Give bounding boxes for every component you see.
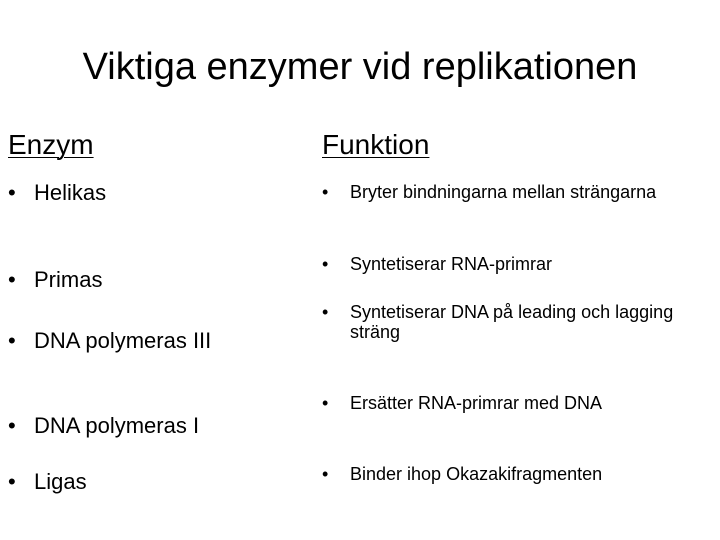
bullet-marker: • xyxy=(322,302,329,322)
bullet-marker: • xyxy=(322,393,329,413)
function-list-item xyxy=(322,464,718,484)
function-description: Syntetiserar DNA på leading och lagging sträng xyxy=(350,302,674,342)
function-description: Bryter bindningarna mellan strängarna xyxy=(350,182,657,202)
enzyme-list-item xyxy=(8,328,211,354)
function-description: Ersätter RNA-primrar med DNA xyxy=(350,393,603,413)
function-column-header: Funktion xyxy=(322,129,430,160)
bullet-marker: • xyxy=(8,180,16,205)
enzyme-name: Helikas xyxy=(34,180,107,205)
enzyme-name: DNA polymeras III xyxy=(34,328,212,353)
function-list-item xyxy=(322,254,718,274)
function-list-item xyxy=(322,393,718,413)
enzyme-name: DNA polymeras I xyxy=(34,413,200,438)
enzyme-list-item xyxy=(8,413,199,439)
bullet-marker: • xyxy=(8,328,16,353)
function-description: Syntetiserar RNA-primrar xyxy=(350,254,553,274)
bullet-marker: • xyxy=(8,267,16,292)
function-list-item xyxy=(322,302,718,342)
function-list-item xyxy=(322,182,718,202)
bullet-marker: • xyxy=(322,182,329,202)
enzyme-list-item xyxy=(8,267,102,293)
enzyme-list-item xyxy=(8,180,106,206)
slide-title: Viktiga enzymer vid replikationen xyxy=(82,46,638,88)
bullet-marker: • xyxy=(322,254,329,274)
bullet-marker: • xyxy=(8,413,16,438)
enzyme-column-header: Enzym xyxy=(8,129,94,160)
function-description: Binder ihop Okazakifragmenten xyxy=(350,464,603,484)
enzyme-name: Ligas xyxy=(34,469,87,494)
enzyme-list-item xyxy=(8,469,87,495)
enzyme-name: Primas xyxy=(34,267,103,292)
bullet-marker: • xyxy=(8,469,16,494)
bullet-marker: • xyxy=(322,464,329,484)
